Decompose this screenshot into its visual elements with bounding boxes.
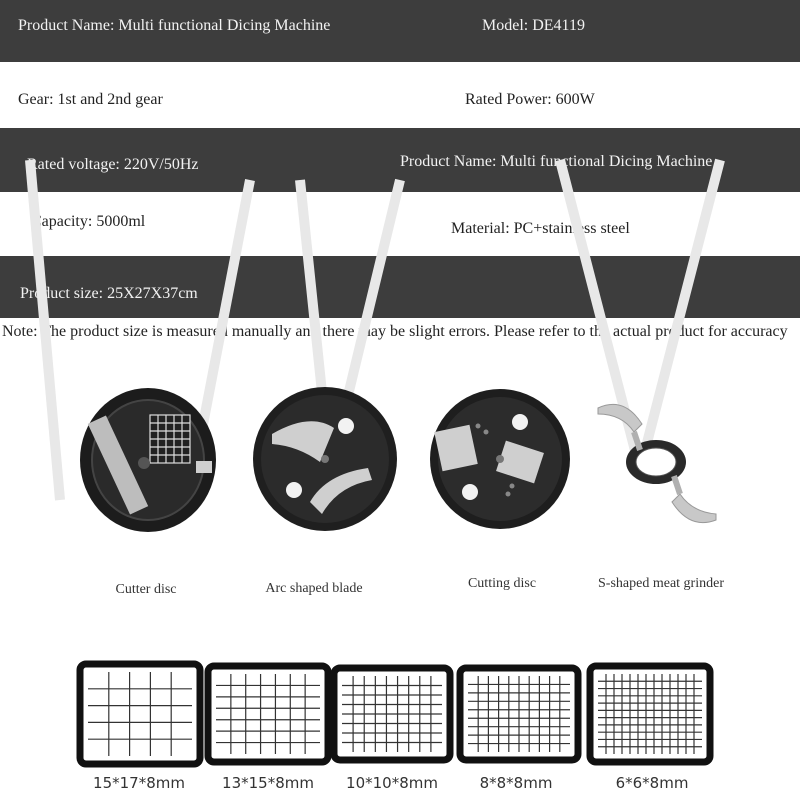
grid-frame-2 xyxy=(208,666,328,762)
spec-rated-voltage: Rated voltage: 220V/50Hz xyxy=(27,156,199,173)
spec-row-1 xyxy=(0,0,800,62)
grid-label-4: 8*8*8mm xyxy=(479,774,553,792)
s-blade-image xyxy=(594,398,720,526)
grid-label-2: 13*15*8mm xyxy=(222,774,314,792)
spec-row-4 xyxy=(0,192,800,256)
spec-product-name-2: Product Name: Multi functional Dicing Machine xyxy=(400,153,713,170)
spec-capacity: Capacity: 5000ml xyxy=(31,213,146,230)
spec-material: Material: PC+stainless steel xyxy=(451,220,630,237)
part-label-cutter-disc: Cutter disc xyxy=(115,582,177,597)
note-text: Note: The product size is measured manually and there may be slight errors. Please refer to the actual product for accuracy xyxy=(2,323,788,340)
spec-row-5 xyxy=(0,256,800,318)
spec-row-2 xyxy=(0,62,800,128)
part-label-arc-blade: Arc shaped blade xyxy=(265,581,363,596)
arc-blade-image xyxy=(250,384,400,534)
grid-label-3: 10*10*8mm xyxy=(346,774,438,792)
cutting-disc-image xyxy=(428,384,572,534)
spec-row-3 xyxy=(0,128,800,192)
spec-gear: Gear: 1st and 2nd gear xyxy=(18,91,163,108)
cutter-disc-image xyxy=(78,385,224,535)
part-label-s-blade: S-shaped meat grinder xyxy=(598,576,724,591)
dicing-grids xyxy=(0,660,800,768)
grid-frame-5 xyxy=(590,666,710,762)
grid-frame-1 xyxy=(80,664,200,764)
part-label-cutting-disc: Cutting disc xyxy=(467,576,537,591)
grid-label-5: 6*6*8mm xyxy=(615,774,689,792)
spec-product-name: Product Name: Multi functional Dicing Machine xyxy=(18,17,331,34)
spec-model: Model: DE4119 xyxy=(482,17,585,34)
spec-product-size: Product size: 25X27X37cm xyxy=(20,285,198,302)
spec-rated-power: Rated Power: 600W xyxy=(465,91,595,108)
grid-label-1: 15*17*8mm xyxy=(93,774,185,792)
